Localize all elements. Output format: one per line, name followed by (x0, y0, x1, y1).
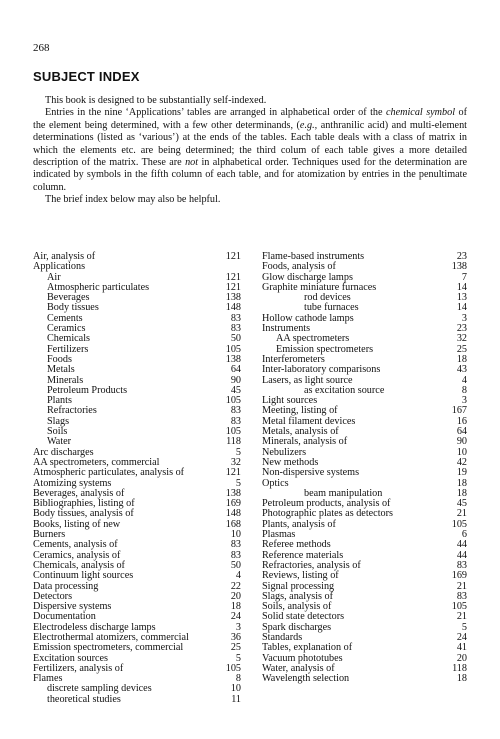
index-page-number: 83 (230, 312, 241, 324)
index-page-number: 83 (230, 323, 241, 335)
index-page-number: 5 (235, 446, 241, 458)
index-term: Air (47, 271, 61, 283)
index-term: as excitation source (304, 384, 385, 396)
index-term: rod devices (304, 292, 351, 304)
index-term: Plants, analysis of (262, 518, 336, 530)
index-term: AA spectrometers, commercial (33, 456, 160, 468)
index-term: Vacuum phototubes (262, 652, 343, 664)
index-column-right (262, 252, 467, 684)
index-page-number: 45 (230, 384, 241, 396)
index-term: Body tissues, analysis of (33, 508, 134, 520)
index-term: Emission spectrometers, commercial (33, 642, 184, 654)
index-page-number: 169 (225, 498, 241, 510)
index-term: Plants (47, 395, 72, 407)
index-term: Detectors (33, 590, 73, 602)
index-page-number: 8 (461, 384, 467, 396)
index-term: discrete sampling devices (47, 683, 152, 695)
index-page-number: 64 (456, 426, 467, 438)
index-term: Foods (47, 353, 72, 365)
index-term: Spark discharges (262, 621, 332, 633)
index-term: Body tissues (47, 302, 99, 314)
index-page-number: 25 (230, 642, 241, 654)
index-term: Graphite miniature furnaces (262, 281, 377, 293)
index-term: Ceramics, analysis of (33, 549, 121, 561)
index-page-number: 83 (456, 590, 467, 602)
index-term: Beverages, analysis of (33, 487, 125, 499)
index-page-number: 18 (230, 601, 241, 613)
page-title: SUBJECT INDEX (33, 69, 140, 84)
index-page-number: 18 (456, 477, 467, 489)
index-term: Standards (262, 631, 303, 643)
index-entry (33, 468, 241, 478)
index-page-number: 21 (456, 508, 467, 520)
index-page-number: 43 (456, 364, 467, 376)
index-term: Glow discharge lamps (262, 271, 353, 283)
index-page-number: 14 (456, 302, 467, 314)
index-term: Books, listing of new (33, 518, 121, 530)
index-page-number: 24 (230, 611, 241, 623)
index-page-number: 5 (235, 477, 241, 489)
index-term: Plasmas (262, 529, 296, 541)
index-page-number: 13 (456, 292, 467, 304)
index-page-number: 4 (235, 570, 241, 582)
index-term: Foods, analysis of (262, 261, 336, 273)
index-term: Wavelength selection (262, 673, 350, 685)
index-page-number: 5 (461, 621, 467, 633)
index-term: Atomizing systems (33, 477, 112, 489)
index-page-number: 4 (461, 374, 467, 386)
index-entry (262, 283, 467, 293)
index-term: Inter-laboratory comparisons (262, 364, 381, 376)
index-page-number: 45 (456, 498, 467, 510)
index-page-number: 83 (230, 549, 241, 561)
index-page-number: 44 (456, 549, 467, 561)
index-page-number: 42 (456, 456, 467, 468)
index-term: Flames (33, 673, 63, 685)
index-entry (33, 571, 241, 581)
index-page-number: 32 (230, 456, 241, 468)
index-page-number: 138 (225, 353, 241, 365)
index-page-number: 50 (230, 559, 241, 571)
index-page-number: 11 (231, 693, 241, 705)
index-term: Metal filament devices (262, 415, 356, 427)
index-page-number: 7 (461, 271, 467, 283)
index-term: Lasers, as light source (262, 374, 353, 386)
index-page-number: 23 (456, 323, 467, 335)
index-page-number: 22 (230, 580, 241, 592)
index-term: Reference materials (262, 549, 344, 561)
index-term: Interferometers (262, 353, 325, 365)
index-page-number: 121 (225, 251, 241, 262)
index-page-number: 168 (225, 518, 241, 530)
index-page-number: 83 (230, 415, 241, 427)
index-term: Reviews, listing of (262, 570, 339, 582)
page-number: 268 (33, 42, 50, 54)
index-page-number: 105 (225, 395, 241, 407)
index-entry (33, 262, 241, 272)
index-page-number: 10 (230, 529, 241, 541)
index-page-number: 10 (230, 683, 241, 695)
index-column-left (33, 252, 241, 705)
index-page-number: 21 (456, 611, 467, 623)
index-entry (262, 571, 467, 581)
index-page-number: 105 (451, 518, 467, 530)
index-page-number: 121 (225, 271, 241, 283)
index-term: Data processing (33, 580, 99, 592)
index-term: New methods (262, 456, 319, 468)
index-term: Hollow cathode lamps (262, 312, 354, 324)
index-term: Flame-based instruments (262, 251, 365, 262)
index-page-number: 8 (235, 673, 241, 685)
index-term: Optics (262, 477, 289, 489)
index-term: Cements (47, 312, 83, 324)
index-page-number: 3 (461, 312, 467, 324)
index-page-number: 24 (456, 631, 467, 643)
index-term: Photographic plates as detectors (262, 508, 393, 520)
index-page-number: 138 (225, 487, 241, 499)
index-page-number: 16 (456, 415, 467, 427)
index-page-number: 36 (230, 631, 241, 643)
index-page-number: 3 (235, 621, 241, 633)
index-page-number: 169 (451, 570, 467, 582)
index-term: Chemicals, analysis of (33, 559, 125, 571)
index-page-number: 138 (225, 292, 241, 304)
index-term: Arc discharges (33, 446, 94, 458)
index-term: Soils, analysis of (262, 601, 332, 613)
index-page-number: 41 (456, 642, 467, 654)
index-page-number: 25 (456, 343, 467, 355)
index-page-number: 20 (230, 590, 241, 602)
index-page-number: 14 (456, 281, 467, 293)
index-page-number: 3 (461, 395, 467, 407)
index-page-number: 83 (456, 559, 467, 571)
index-term: Beverages (47, 292, 90, 304)
index-page-number: 148 (225, 302, 241, 314)
index-term: Ceramics (47, 323, 86, 335)
index-entry (33, 664, 241, 674)
index-term: Petroleum products, analysis of (262, 498, 391, 510)
index-page-number: 32 (456, 333, 467, 345)
index-term: Emission spectrometers (276, 343, 374, 355)
index-entry (262, 468, 467, 478)
index-page-number: 105 (225, 426, 241, 438)
index-term: Meeting, listing of (262, 405, 338, 417)
index-page-number: 83 (230, 405, 241, 417)
index-term: Air, analysis of (33, 251, 96, 262)
index-page-number: 148 (225, 508, 241, 520)
intro-paragraph-3: The brief index below may also be helpful. (45, 194, 221, 206)
index-term: Signal processing (262, 580, 335, 592)
index-page-number: 10 (456, 446, 467, 458)
index-term: Water (47, 436, 72, 448)
index-term: Burners (33, 529, 66, 541)
index-term: Instruments (262, 323, 311, 335)
index-term: Petroleum Products (47, 384, 128, 396)
index-page-number: 105 (225, 343, 241, 355)
index-page-number: 105 (225, 662, 241, 674)
index-term: Dispersive systems (33, 601, 112, 613)
index-page-number: 121 (225, 281, 241, 293)
index-entry (262, 293, 467, 303)
index-page-number: 118 (452, 662, 467, 674)
index-term: Bibliographies, listing of (33, 498, 135, 510)
index-page-number: 118 (226, 436, 241, 448)
index-entry (262, 674, 467, 684)
index-page-number: 18 (456, 487, 467, 499)
index-term: Applications (33, 261, 86, 273)
index-entry (33, 695, 241, 705)
index-page-number: 105 (451, 601, 467, 613)
index-page-number: 90 (230, 374, 241, 386)
index-term: Soils (47, 426, 68, 438)
index-page-number: 83 (230, 539, 241, 551)
index-term: Slags (47, 415, 70, 427)
index-term: Refractories, analysis of (262, 559, 361, 571)
index-term: Fertilizers (47, 343, 89, 355)
index-term: Electrothermal atomizers, commercial (33, 631, 189, 643)
index-page-number: 5 (235, 652, 241, 664)
index-term: Metals (47, 364, 75, 376)
index-term: Water, analysis of (262, 662, 335, 674)
index-term: AA spectrometers (276, 333, 350, 345)
index-page-number: 19 (456, 467, 467, 479)
index-term: Referee methods (262, 539, 331, 551)
index-term: theoretical studies (47, 693, 121, 705)
index-page-number: 138 (451, 261, 467, 273)
intro-paragraph-1: This book is designed to be substantially self-indexed. (45, 95, 267, 106)
index-term: tube furnaces (304, 302, 359, 314)
index-page-number: 121 (225, 467, 241, 479)
index-term: Documentation (33, 611, 96, 623)
intro-paragraph-2: Entries in the nine ‘Applications’ tables are arranged in alphabetical order of the chemical symbol of the element being determined, with a few other determinands, (e.g., anthranilic acid) and multi-element determinations (listed as ‘various’) at the ends of the tables. Each table deals with a class of matrix in which the elements etc. are being determined; the third colum of each table gives a more detailed description of the matrix. These are not in alphabetical order. Techniques used for the determination are indicated by symbols in the fifth column of each table, and for atomization by entries in the penultimate column. (33, 107, 467, 193)
index-page-number: 64 (230, 364, 241, 376)
index-term: Atmospheric particulates, analysis of (33, 467, 185, 479)
index-page-number: 20 (456, 652, 467, 664)
index-page-number: 167 (451, 405, 467, 417)
index-term: Refractories (47, 405, 97, 417)
index-term: Continuum light sources (33, 570, 134, 582)
index-page-number: 23 (456, 251, 467, 262)
index-term: Metals, analysis of (262, 426, 339, 438)
index-page-number: 18 (456, 673, 467, 685)
index-term: Light sources (262, 395, 318, 407)
index-page-number: 50 (230, 333, 241, 345)
index-term: Minerals, analysis of (262, 436, 348, 448)
index-page-number: 6 (461, 529, 467, 541)
index-term: Solid state detectors (262, 611, 345, 623)
index-term: Atmospheric particulates (47, 281, 150, 293)
index-term: Nebulizers (262, 446, 307, 458)
index-page-number: 44 (456, 539, 467, 551)
index-page-number: 21 (456, 580, 467, 592)
index-page-number: 90 (456, 436, 467, 448)
index-term: Tables, explanation of (262, 642, 353, 654)
index-term: Excitation sources (33, 652, 108, 664)
intro-text (33, 95, 467, 207)
index-term: Minerals (47, 374, 84, 386)
index-term: Chemicals (47, 333, 91, 345)
index-term: beam manipulation (304, 487, 383, 499)
index-term: Non-dispersive systems (262, 467, 360, 479)
index-term: Cements, analysis of (33, 539, 118, 551)
index-term: Slags, analysis of (262, 590, 334, 602)
index-page-number: 18 (456, 353, 467, 365)
index-term: Electrodeless discharge lamps (33, 621, 156, 633)
index-term: Fertilizers, analysis of (33, 662, 124, 674)
